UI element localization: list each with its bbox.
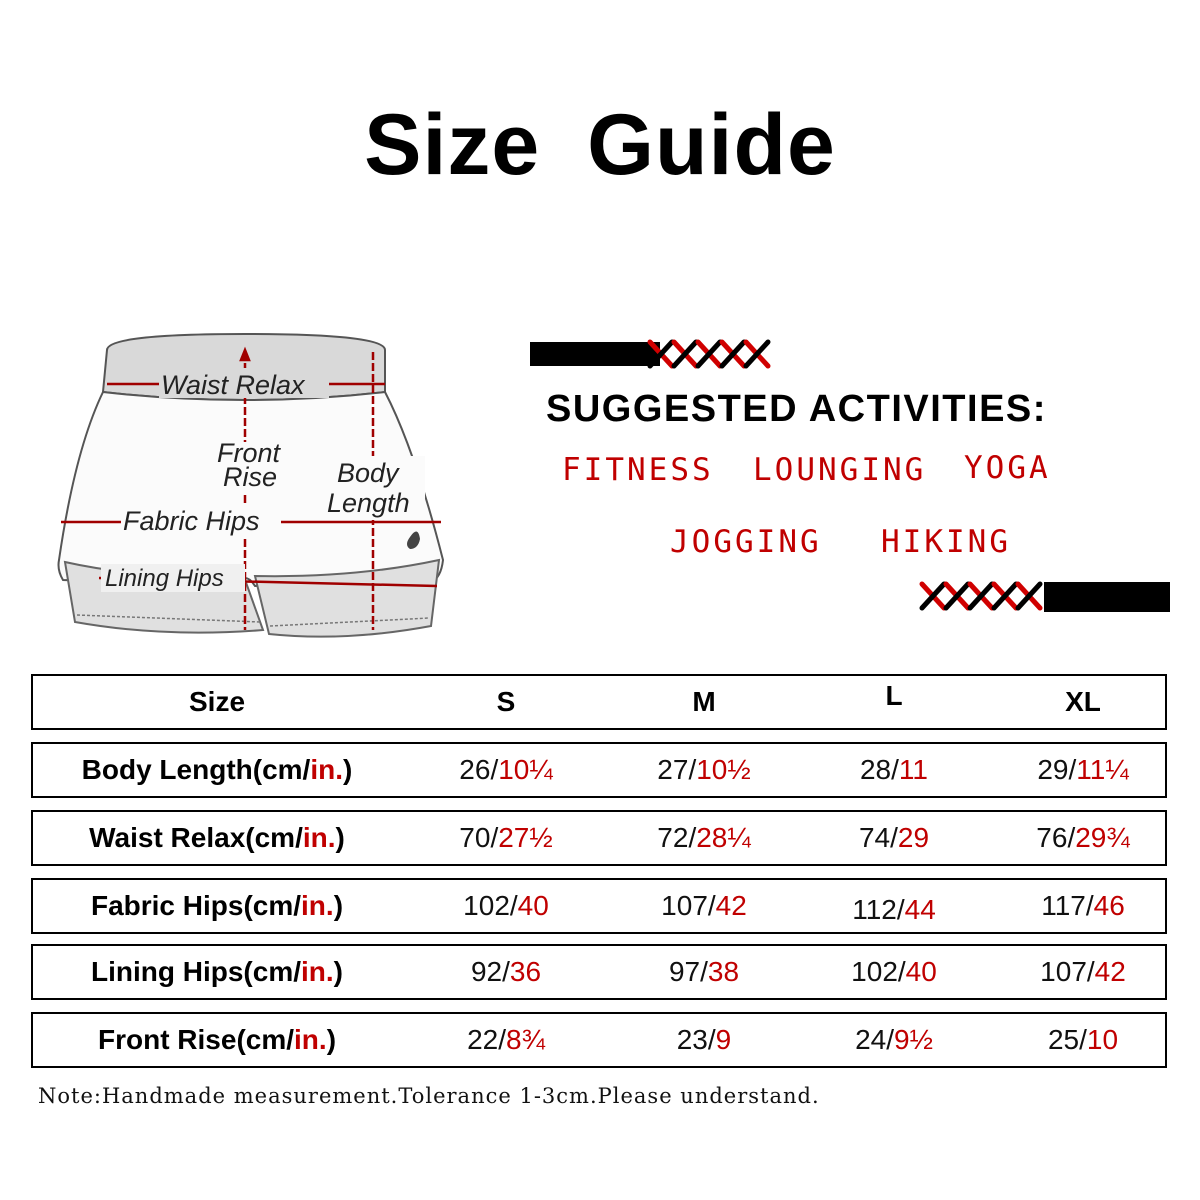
table-row: [31, 944, 1167, 1000]
activity-fitness: FITNESS: [562, 452, 714, 488]
activities-heading: SUGGESTED ACTIVITIES:: [546, 388, 1047, 430]
bottom-cross-stitch-decoration: [918, 578, 1174, 614]
value-cell: 28 / 11: [859, 754, 928, 785]
value-cell: 102 / 40: [463, 890, 549, 921]
page-title: Size Guide: [364, 97, 836, 193]
header-size-s: S: [496, 686, 516, 717]
value-cell: 76 / 29¾: [1036, 822, 1130, 853]
value-cell: 26 / 10¼: [459, 754, 553, 785]
row-label: Waist Relax(cm/ in. ): [89, 822, 345, 853]
table-header-row: [31, 674, 1167, 730]
row-label: Front Rise(cm/ in. ): [97, 1024, 337, 1055]
table-row: [31, 1012, 1167, 1068]
header-size-xl: XL: [1065, 686, 1101, 717]
value-cell: 70 / 27½: [459, 822, 553, 853]
header-size-m: M: [692, 686, 716, 717]
front-rise-label-1: Front: [217, 438, 281, 468]
suggested-activities: [520, 330, 1200, 630]
table-row: [31, 742, 1167, 798]
waist-relax-label: Waist Relax: [161, 370, 305, 400]
activity-lounging: LOUNGING: [753, 452, 927, 488]
value-cell: 74 / 29: [858, 822, 930, 853]
row-label: Body Length(cm/ in. ): [81, 754, 353, 785]
value-cell: 22 / 8¾: [467, 1024, 545, 1055]
value-cell: 24 / 9½: [855, 1024, 933, 1055]
value-cell: 29 / 11¼: [1037, 754, 1129, 785]
front-rise-label-2: Rise: [223, 462, 278, 492]
fabric-hips-label: Fabric Hips: [123, 506, 260, 536]
row-label: Lining Hips(cm/ in. ): [91, 956, 343, 987]
value-cell: 107 / 42: [1040, 956, 1126, 987]
table-row: [31, 810, 1167, 866]
body-length-label-2: Length: [327, 488, 410, 518]
measurement-note: Note:Handmade measurement.Tolerance 1-3cm.Please understand.: [38, 1084, 820, 1108]
lining-hips-label: Lining Hips: [105, 565, 224, 592]
value-cell: 23 / 9: [676, 1024, 732, 1055]
value-cell: 117 / 46: [1041, 890, 1125, 921]
shorts-diagram: [55, 330, 455, 650]
header-size-l: L: [885, 680, 903, 711]
table-row: [31, 878, 1167, 934]
body-length-label-1: Body: [337, 458, 399, 488]
value-cell: 92 / 36: [470, 956, 542, 987]
value-cell: 27 / 10½: [657, 754, 751, 785]
value-cell: 102 / 40: [851, 956, 937, 987]
value-cell: 72 / 28¼: [657, 822, 751, 853]
top-cross-stitch-decoration: [530, 336, 790, 372]
value-cell: 97 / 38: [668, 956, 740, 987]
header-size-label: Size: [188, 686, 246, 717]
value-cell: 107 / 42: [661, 890, 747, 921]
value-cell: 25 / 10: [1047, 1024, 1119, 1055]
row-label: Fabric Hips(cm/ in. ): [90, 890, 344, 921]
activity-yoga: YOGA: [964, 450, 1051, 486]
value-cell: 112 / 44: [852, 894, 936, 925]
activity-hiking: HIKING: [881, 524, 1011, 560]
activity-jogging: JOGGING: [670, 524, 822, 560]
